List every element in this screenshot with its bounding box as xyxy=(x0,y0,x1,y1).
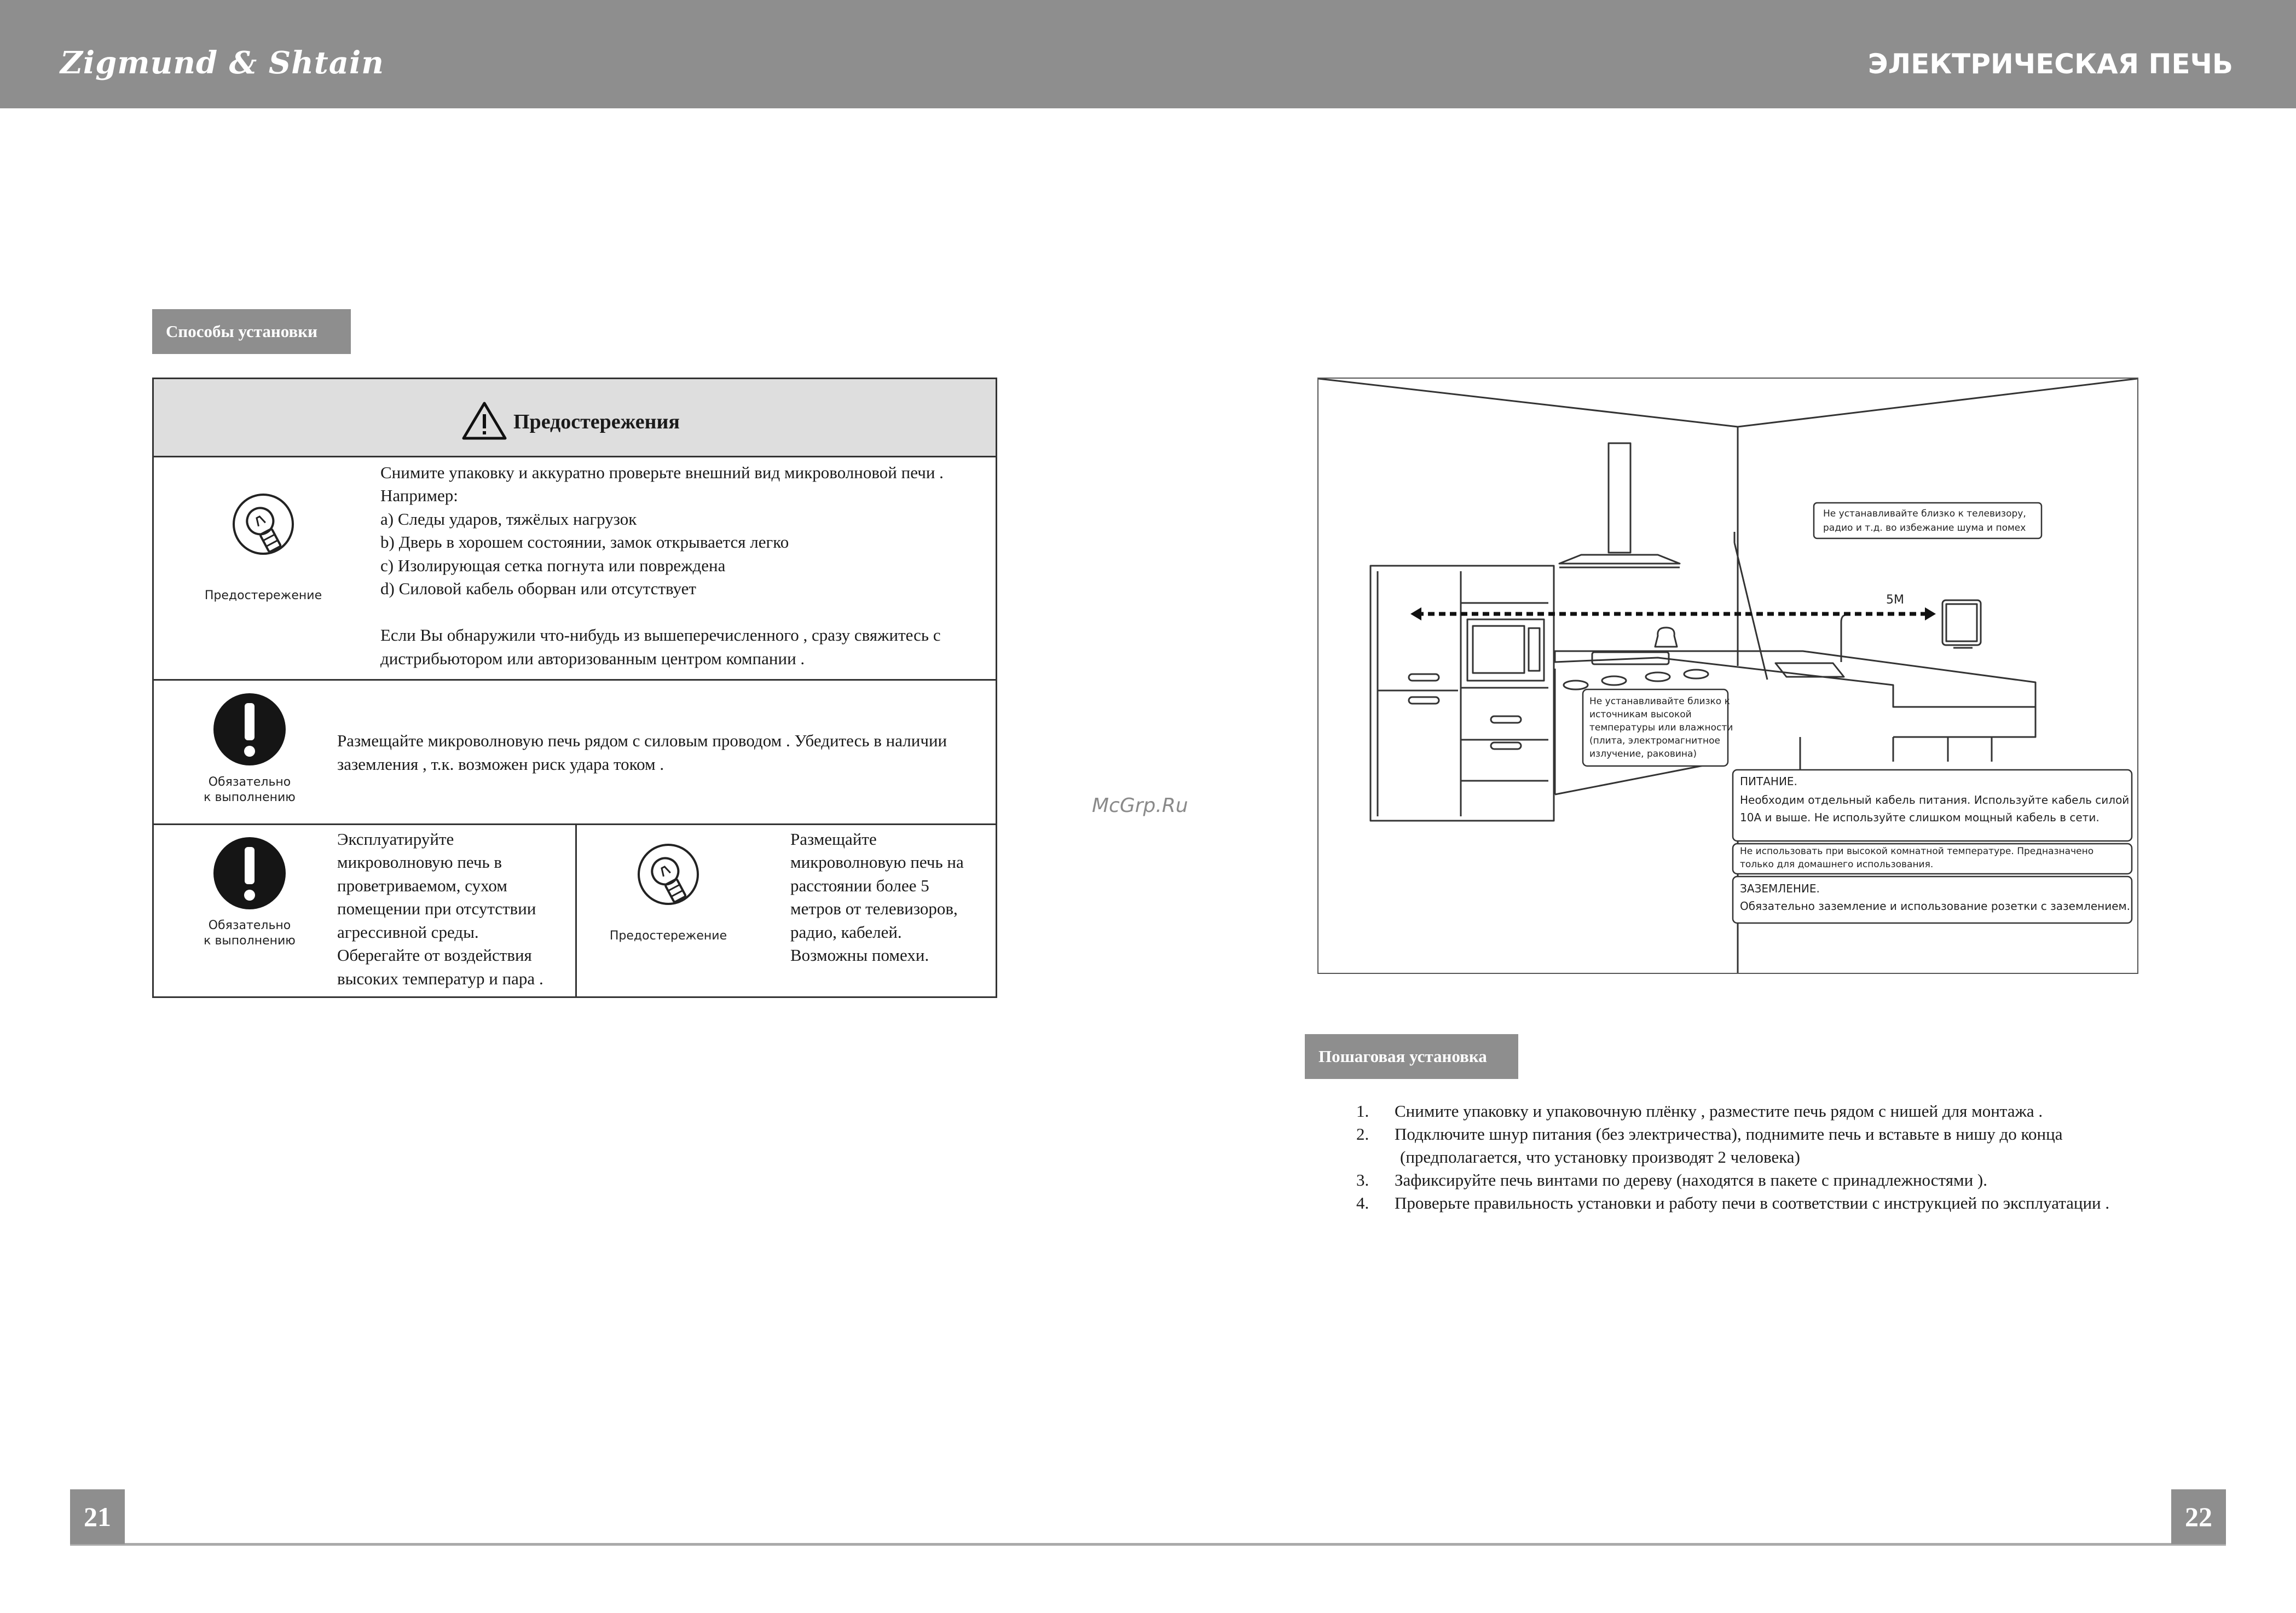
installation-steps xyxy=(1356,1100,2177,1220)
temperature-line-2: только для домашнего использования. xyxy=(1740,859,1934,870)
step-number: 4. xyxy=(1356,1193,1369,1212)
watermark: McGrp.Ru xyxy=(1092,794,1188,817)
step-number: 1. xyxy=(1356,1101,1369,1121)
section-title-installation-methods: Способы установки xyxy=(152,309,351,354)
warnings-heading: Предостережения xyxy=(513,410,680,433)
kitchen-illustration xyxy=(1318,379,2137,973)
mandatory-caption-1: Обязательно xyxy=(208,775,291,789)
step-1-text: Снимите упаковку и упаковочную плёнку , разместите печь рядом с нишей для монтажа . xyxy=(1395,1101,2043,1121)
note-tv-line-2: радио и т.д. во избежание шума и помех xyxy=(1823,523,2026,533)
row3-left-line-3: проветриваемом, сухом xyxy=(337,876,507,895)
row1-line-5: c) Изолирующая сетка погнута или повреждена xyxy=(380,556,726,575)
step-number: 2. xyxy=(1356,1124,1369,1144)
mandatory-exclamation-icon xyxy=(212,692,287,767)
footer-rule xyxy=(70,1543,2226,1546)
mandatory-caption-1: Обязательно xyxy=(208,919,291,932)
step-2-text: Подключите шнур питания (без электричества), поднимите печь и вставьте в нишу до конца xyxy=(1395,1124,2063,1144)
note-heat-line-2: источникам высокой xyxy=(1589,709,1692,720)
row1-line-4: b) Дверь в хорошем состоянии, замок открывается легко xyxy=(380,532,789,552)
power-line-1: Необходим отдельный кабель питания. Используйте кабель силой xyxy=(1740,793,2130,806)
page-number-left: 21 xyxy=(70,1489,125,1544)
row1-line-6: d) Силовой кабель оборван или отсутствует xyxy=(380,579,696,598)
row3-right-line-6: Возможны помехи. xyxy=(790,945,929,965)
row1-line-8: дистрибьютором или авторизованным центром компании . xyxy=(380,649,805,668)
ground-title: ЗАЗЕМЛЕНИЕ. xyxy=(1740,882,1820,895)
row3-right-line-1: Размещайте xyxy=(790,829,877,849)
power-line-2: 10А и выше. Не используйте слишком мощный кабель в сети. xyxy=(1740,811,2100,824)
row3-left-line-7: высоких температур и пара . xyxy=(337,969,543,988)
step-3-text: Зафиксируйте печь винтами по дереву (находятся в пакете с принадлежностями ). xyxy=(1395,1170,1987,1190)
page-number-right: 22 xyxy=(2171,1489,2226,1544)
step-4-text: Проверьте правильность установки и работу печи в соответствии с инструкцией по эксплуатации . xyxy=(1395,1193,2110,1212)
row1-line-7: Если Вы обнаружили что-нибудь из вышеперечисленного , сразу свяжитесь с xyxy=(380,625,941,645)
distance-label: 5M xyxy=(1886,593,1904,607)
row1-line-1: Снимите упаковку и аккуратно проверьте внешний вид микроволновой печи . xyxy=(380,463,944,482)
row3-left-line-4: помещении при отсутствии xyxy=(337,899,536,918)
caution-caption: Предостережение xyxy=(609,929,727,943)
row3-left-line-1: Эксплуатируйте xyxy=(337,829,454,849)
power-title: ПИТАНИЕ. xyxy=(1740,775,1797,788)
row2-line-2: заземления , т.к. возможен риск удара током . xyxy=(337,755,664,774)
ground-line: Обязательно заземление и использование розетки с заземлением. xyxy=(1740,900,2130,913)
brand-logo: Zigmund & Shtain xyxy=(60,45,384,81)
note-tv-line-1: Не устанавливайте близко к телевизору, xyxy=(1823,508,2026,519)
row3-right-line-4: метров от телевизоров, xyxy=(790,899,958,918)
row3-left-line-5: агрессивной среды. xyxy=(337,922,479,942)
row2-line-1: Размещайте микроволновую печь рядом с силовым проводом . Убедитесь в наличии xyxy=(337,731,947,750)
section-title-step-installation: Пошаговая установка xyxy=(1305,1034,1518,1079)
warnings-table xyxy=(152,378,997,998)
row3-left-line-2: микроволновую печь в xyxy=(337,852,502,872)
note-heat-line-1: Не устанавливайте близко к xyxy=(1589,696,1730,707)
note-heat-line-5: излучение, раковина) xyxy=(1589,749,1697,759)
row1-line-2: Например: xyxy=(380,486,458,505)
row3-right-line-5: радио, кабелей. xyxy=(790,922,902,942)
warning-triangle-icon xyxy=(461,401,507,440)
caution-caption: Предостережение xyxy=(204,589,322,602)
caution-bulb-icon xyxy=(230,489,296,576)
document-title: ЭЛЕКТРИЧЕСКАЯ ПЕЧЬ xyxy=(1867,48,2233,80)
mandatory-caption-2: к выполнению xyxy=(204,934,296,948)
note-heat-line-3: температуры или влажности xyxy=(1589,722,1733,733)
row3-right-line-3: расстоянии более 5 xyxy=(790,876,929,895)
step-number: 3. xyxy=(1356,1170,1369,1190)
kitchen-installation-figure xyxy=(1317,378,2138,974)
row3-left-line-6: Оберегайте от воздействия xyxy=(337,945,532,965)
row3-right-line-2: микроволновую печь на xyxy=(790,852,964,872)
mandatory-exclamation-icon xyxy=(212,836,287,910)
temperature-line-1: Не использовать при высокой комнатной температуре. Предназначено xyxy=(1740,846,2094,857)
note-heat-line-4: (плита, электромагнитное xyxy=(1589,735,1721,746)
caution-bulb-icon xyxy=(635,839,701,926)
row1-line-3: a) Следы ударов, тяжёлых нагрузок xyxy=(380,509,637,529)
step-2-text-continued: (предполагается, что установку производят 2 человека) xyxy=(1400,1147,1800,1167)
mandatory-caption-2: к выполнению xyxy=(204,791,296,804)
